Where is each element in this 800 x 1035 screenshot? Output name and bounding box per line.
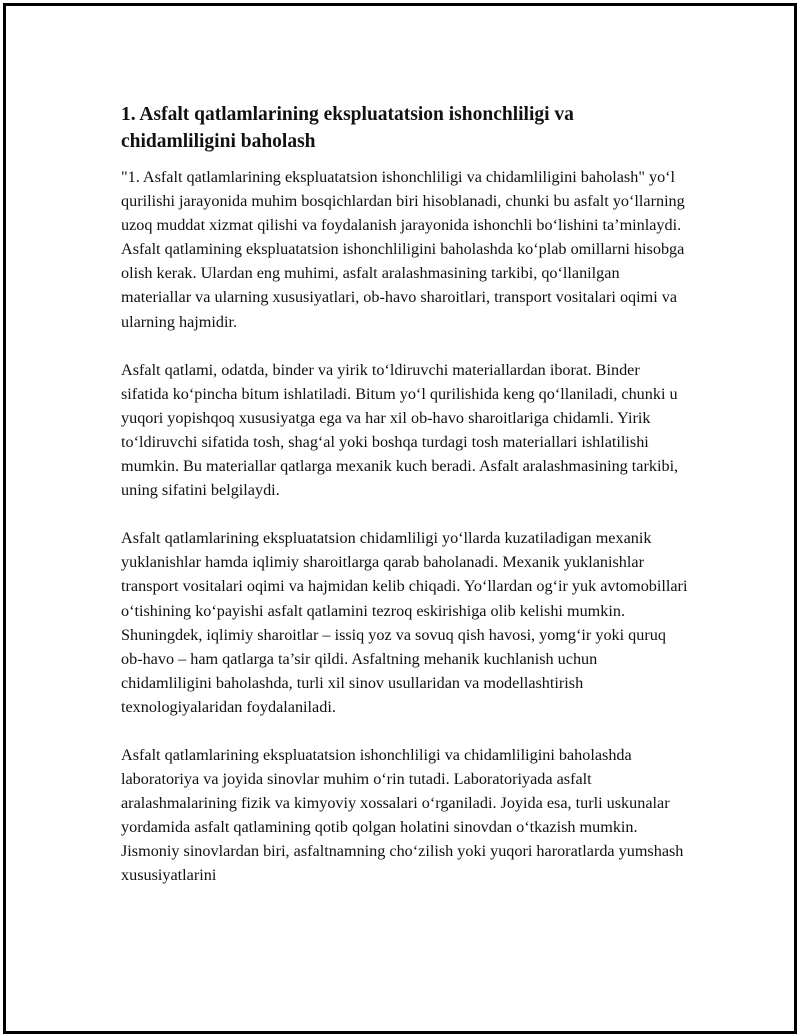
paragraph-2: Asfalt qatlami, odatda, binder va yirik to‘ldiruvchi materiallardan iborat. Binder sifatida ko‘pincha bitum ishlatiladi. Bitum yo‘l qurilishida keng qo‘llaniladi, chunki u yuqori yopishqoq xususiyatga ega va har xil ob-havo sharoitlariga chidamli. Yirik to‘ldiruvchi sifatida tosh, shag‘al yoki boshqa turdagi tosh materiallari ishlatilishi mumkin. Bu materiallar qatlarga mexanik kuch beradi. Asfalt aralashmasining tarkibi, uning sifatini belgilaydi. xyxy=(121,360,679,500)
page-frame xyxy=(3,3,797,1034)
paragraph-4: Asfalt qatlamlarining ekspluatatsion ishonchliligi va chidamliligini baholashda laboratoriya va joyida sinovlar muhim o‘rin tutadi. Laboratoriyada asfalt aralashmalarining fizik va kimyoviy xossalari o‘rganiladi. Joyida esa, turli uskunalar yordamida asfalt qatlamining qotib qolgan holatini sinovdan o‘tkazish mumkin. Jismoniy sinovlardan biri, asfaltnamning cho‘zilish yoki yuqori haroratlarda yumshash xususiyatlarini xyxy=(121,745,684,885)
document-body xyxy=(121,101,689,912)
paragraph-1: "1. Asfalt qatlamlarining ekspluatatsion ishonchliligi va chidamliligini baholash" yo‘l qurilishi jarayonida muhim bosqichlardan biri hisoblanadi, chunki bu asfalt yo‘llarning uzoq muddat xizmat qilishi va foydalanish jarayonida ishonchli bo‘lishini ta’minlaydi. Asfalt qatlamining ekspluatatsion ishonchliligini baholashda ko‘plab omillarni hisobga olish kerak. Ulardan eng muhimi, asfalt aralashmasining tarkibi, qo‘llanilgan materiallar va ularning xususiyatlari, ob-havo sharoitlari, transport vositalari oqimi va ularning hajmidir. xyxy=(121,168,685,331)
section-heading: 1. Asfalt qatlamlarining ekspluatatsion ishonchliligi va chidamliligini baholash xyxy=(121,104,574,152)
paragraph-3: Asfalt qatlamlarining ekspluatatsion chidamliligi yo‘llarda kuzatiladigan mexanik yuklanishlar hamda iqlimiy sharoitlarga qarab baholanadi. Mexanik yuklanishlar transport vositalari oqimi va hajmidan kelib chiqadi. Yo‘llardan og‘ir yuk avtomobillari o‘tishining ko‘payishi asfalt qatlamini tezroq eskirishiga olib kelishi mumkin. Shuningdek, iqlimiy sharoitlar – issiq yoz va sovuq qish havosi, yomg‘ir yoki quruq ob-havo – ham qatlarga ta’sir qildi. Asfaltning mehanik kuchlanish uchun chidamliligini baholashda, turli xil sinov usullaridan va modellashtirish texnologiyalaridan foydalaniladi. xyxy=(121,529,688,716)
